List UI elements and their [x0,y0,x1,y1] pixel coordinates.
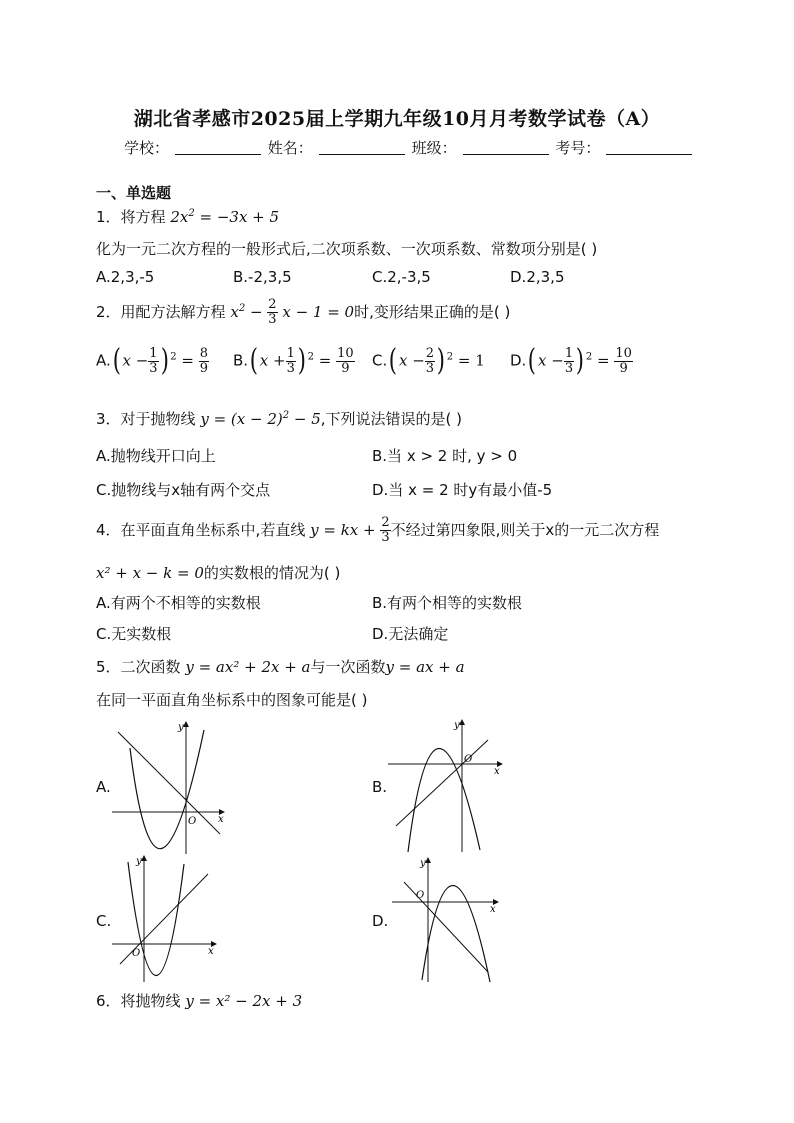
q1-option-c[interactable]: C.2,-3,5 [372,268,431,286]
question-4-line2: x² + x − k = 0的实数根的情况为( ) [96,564,341,582]
x-label: x [218,814,224,825]
line-graph [118,732,220,834]
question-5-stem: 5．二次函数 y = ax² + 2x + a与一次函数y = ax + a [96,658,465,676]
student-info-row [124,137,694,158]
q5-option-d-label[interactable]: D. [372,912,389,930]
q2-option-c[interactable]: C.( x − $\frac{2}{3}$ ) $^2$ = 1 [372,343,485,378]
question-3-stem: 3．对于抛物线 $y = (x - 2)^2 - 5$,下列说法错误的是( ) [96,410,463,428]
origin-label: O [416,890,425,901]
x-label: x [208,946,214,957]
school-blank[interactable] [175,140,261,155]
class-label: 班级： [411,139,457,157]
question-4-stem: 4．在平面直角坐标系中,若直线 y = kx + $\frac{2}{3}$ 不经过第四象限,则关于x的一元二次方程 [96,515,660,545]
parabola [130,730,204,849]
q4-option-c[interactable]: C.无实数根 [96,625,172,643]
q3-option-c[interactable]: C.抛物线与x轴有两个交点 [96,481,271,499]
q5-option-a-label[interactable]: A. [96,778,111,796]
q3-option-a[interactable]: A.抛物线开口向上 [96,447,216,465]
class-blank[interactable] [463,140,549,155]
x-label: x [490,904,496,915]
name-label: 姓名： [267,139,313,157]
q5-graph-a[interactable] [108,718,228,858]
origin-label: O [188,816,197,827]
q2-option-d[interactable]: D.( x − $\frac{1}{3}$ ) $^2$ = $\frac{10}{9}$ [510,343,632,378]
q5-option-b-label[interactable]: B. [372,778,388,796]
q2-option-b[interactable]: B.( x + $\frac{1}{3}$ ) $^2$ = $\frac{10}{9}$ [233,343,354,378]
question-6-stem: 6．将抛物线 y = x² − 2x + 3 [96,992,303,1010]
question-2-stem: 2．用配方法解方程 $x^2$ − $\frac{2}{3}$ x − 1 = 0时,变形结果正确的是( ) [96,297,511,327]
q5-graph-c[interactable] [108,852,220,984]
y-label: y [454,720,460,731]
y-label: y [420,858,426,869]
q1-option-d[interactable]: D.2,3,5 [510,268,565,286]
q5-graph-d[interactable] [388,854,502,986]
q2-option-a[interactable]: A.( x − $\frac{1}{3}$ ) $^2$ = $\frac{8}{9}$ [96,343,209,378]
q4-option-a[interactable]: A.有两个不相等的实数根 [96,594,261,612]
q5-graph-b[interactable] [384,716,508,856]
question-5-line2: 在同一平面直角坐标系中的图象可能是( ) [96,691,368,709]
origin-label: O [132,948,141,959]
q1-option-b[interactable]: B.-2,3,5 [233,268,292,286]
y-label: y [136,856,142,867]
number-blank[interactable] [606,140,692,155]
page-title: 湖北省孝感市2025届上学期九年级10月月考数学试卷（A） [133,108,661,130]
line-graph [396,740,488,826]
y-label: y [178,722,184,733]
parabola [422,885,490,982]
q3-option-d[interactable]: D.当 x = 2 时y有最小值-5 [372,481,553,499]
name-blank[interactable] [319,140,405,155]
q3-option-b[interactable]: B.当 x > 2 时, y > 0 [372,447,518,465]
q5-option-c-label[interactable]: C. [96,912,112,930]
question-1-line2: 化为一元二次方程的一般形式后,二次项系数、一次项系数、常数项分别是( ) [96,240,598,258]
school-label: 学校： [124,139,170,157]
q4-option-b[interactable]: B.有两个相等的实数根 [372,594,523,612]
section-heading: 一、单选题 [96,184,172,202]
q4-option-d[interactable]: D.无法确定 [372,625,449,643]
x-label: x [494,766,500,777]
number-label: 考号： [555,139,601,157]
question-1-stem: 1．将方程 $2x^2 = -3x + 5$ [96,208,280,226]
origin-label: O [464,754,473,765]
q1-option-a[interactable]: A.2,3,-5 [96,268,155,286]
